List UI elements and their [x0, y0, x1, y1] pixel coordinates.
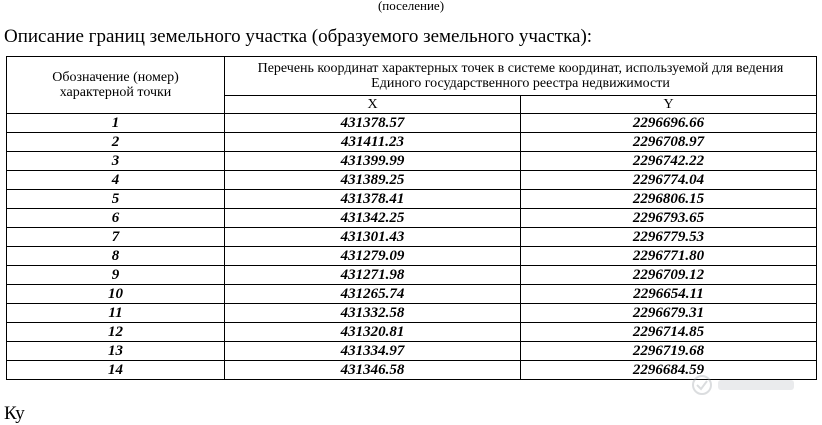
point-number-cell: 14	[7, 361, 225, 380]
table-row	[7, 209, 817, 228]
point-number-cell: 7	[7, 228, 225, 247]
y-coordinate-cell: 2296806.15	[521, 190, 817, 209]
point-number-cell: 1	[7, 114, 225, 133]
x-coordinate-cell: 431411.23	[225, 133, 521, 152]
cut-off-text: Ку	[4, 403, 25, 424]
x-coordinate-cell: 431346.58	[225, 361, 521, 380]
coordinates-header: Перечень координат характерных точек в системе координат, используемой для ведения Единого государственного реестра недвижимости	[225, 57, 817, 96]
y-coordinate-cell: 2296696.66	[521, 114, 817, 133]
point-number-cell: 12	[7, 323, 225, 342]
y-coordinate-cell: 2296679.31	[521, 304, 817, 323]
table-row	[7, 266, 817, 285]
point-number-header: Обозначение (номер) характерной точки	[7, 57, 225, 114]
table-row	[7, 247, 817, 266]
y-coordinate-cell: 2296709.12	[521, 266, 817, 285]
y-coordinate-cell: 2296708.97	[521, 133, 817, 152]
coordinates-body	[7, 114, 817, 380]
top-caption: (поселение)	[377, 0, 445, 13]
table-row	[7, 133, 817, 152]
y-coordinate-cell: 2296719.68	[521, 342, 817, 361]
x-coordinate-cell: 431389.25	[225, 171, 521, 190]
point-number-cell: 4	[7, 171, 225, 190]
y-coordinate-cell: 2296654.11	[521, 285, 817, 304]
x-coordinate-cell: 431342.25	[225, 209, 521, 228]
x-column-header: X	[225, 96, 521, 114]
x-coordinate-cell: 431301.43	[225, 228, 521, 247]
point-number-cell: 6	[7, 209, 225, 228]
table-row	[7, 171, 817, 190]
point-number-cell: 11	[7, 304, 225, 323]
table-row	[7, 114, 817, 133]
point-number-cell: 13	[7, 342, 225, 361]
coordinates-table	[6, 56, 817, 380]
x-coordinate-cell: 431271.98	[225, 266, 521, 285]
x-coordinate-cell: 431378.57	[225, 114, 521, 133]
y-coordinate-cell: 2296793.65	[521, 209, 817, 228]
point-number-cell: 3	[7, 152, 225, 171]
y-column-header: Y	[521, 96, 817, 114]
point-number-cell: 8	[7, 247, 225, 266]
point-number-cell: 5	[7, 190, 225, 209]
point-number-cell: 9	[7, 266, 225, 285]
point-number-cell: 2	[7, 133, 225, 152]
y-coordinate-cell: 2296774.04	[521, 171, 817, 190]
x-coordinate-cell: 431399.99	[225, 152, 521, 171]
y-coordinate-cell: 2296684.59	[521, 361, 817, 380]
x-coordinate-cell: 431279.09	[225, 247, 521, 266]
x-coordinate-cell: 431332.58	[225, 304, 521, 323]
x-coordinate-cell: 431320.81	[225, 323, 521, 342]
y-coordinate-cell: 2296779.53	[521, 228, 817, 247]
point-number-cell: 10	[7, 285, 225, 304]
y-coordinate-cell: 2296742.22	[521, 152, 817, 171]
y-coordinate-cell: 2296714.85	[521, 323, 817, 342]
table-row	[7, 285, 817, 304]
table-row	[7, 323, 817, 342]
section-heading: Описание границ земельного участка (образуемого земельного участка):	[4, 26, 593, 47]
x-coordinate-cell: 431378.41	[225, 190, 521, 209]
table-row	[7, 228, 817, 247]
watermark-logo	[690, 372, 800, 398]
x-coordinate-cell: 431265.74	[225, 285, 521, 304]
table-row	[7, 152, 817, 171]
table-row	[7, 342, 817, 361]
table-row	[7, 190, 817, 209]
y-coordinate-cell: 2296771.80	[521, 247, 817, 266]
x-coordinate-cell: 431334.97	[225, 342, 521, 361]
table-row	[7, 304, 817, 323]
